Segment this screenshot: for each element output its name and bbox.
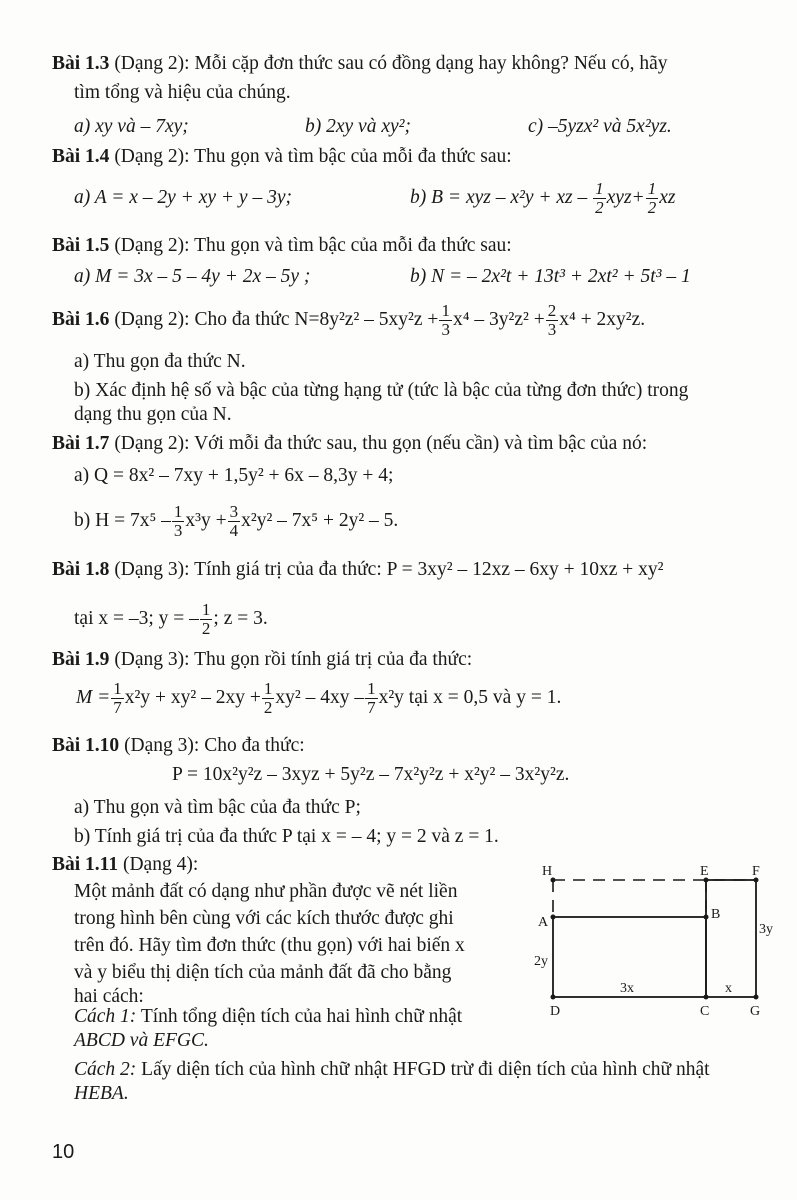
exercise-1-6-b-cont: dạng thu gọn của N. [74,404,232,425]
point-g [754,995,759,1000]
exercise-1-5-a: a) M = 3x – 5 – 4y + 2x – 5y ; [74,266,311,287]
exercise-1-8-values: tại x = –3; y = – $\frac{1}{2}$ ; z = 3. [74,600,268,639]
dimension-3x: 3x [620,981,634,996]
exercise-1-11-line2: trong hình bên cùng với các kích thước được ghi [74,908,454,929]
exercise-1-9-heading: Bài 1.9 (Dạng 3): Thu gọn rồi tính giá trị của đa thức: [52,649,473,670]
label-c: C [700,1004,710,1019]
exercise-1-11-heading: Bài 1.11 (Dạng 4): [52,854,199,875]
exercise-1-11-method1: Cách 1: Tính tổng diện tích của hai hình chữ nhật [74,1006,463,1027]
exercise-1-4-b: b) B = xyz – x²y + xz – $\frac{1}{2}$ xyz+ $\frac{1}{2}$ xz [410,179,676,218]
fraction: $\frac{1}{2}$ [201,600,211,639]
exercise-1-11-line3: trên đó. Hãy tìm đơn thức (thu gọn) với hai biến x [74,935,465,956]
exercise-1-5-heading: Bài 1.5 (Dạng 2): Thu gọn và tìm bậc của mỗi đa thức sau: [52,235,512,256]
exercise-1-3-line2: tìm tổng và hiệu của chúng. [74,82,291,103]
label-g: G [750,1004,761,1019]
rectangle-figure [520,855,780,1025]
dimension-x: x [725,981,732,996]
dimension-3y: 3y [759,922,773,937]
exercise-1-11-method2: Cách 2: Lấy diện tích của hình chữ nhật HFGD trừ đi diện tích của hình chữ nhật [74,1059,710,1080]
exercise-1-11-line5: hai cách: [74,986,144,1007]
point-b [704,915,709,920]
label-d: D [550,1004,561,1019]
exercise-1-11-line4: và y biểu thị diện tích của mảnh đất đã cho bằng [74,962,452,983]
point-a [551,915,556,920]
label-f: F [752,864,760,879]
exercise-1-3-heading: Bài 1.3 (Dạng 2): Mỗi cặp đơn thức sau có đồng dạng hay không? Nếu có, hãy [52,53,668,74]
exercise-1-10-polynomial: P = 10x²y²z – 3xyz + 5y²z – 7x²y²z + x²y² – 3x²y²z. [172,764,570,785]
exercise-1-10-b: b) Tính giá trị của đa thức P tại x = – 4; y = 2 và z = 1. [74,826,499,847]
exercise-1-10-a: a) Thu gọn và tìm bậc của đa thức P; [74,797,361,818]
exercise-1-8-heading: Bài 1.8 (Dạng 3): Tính giá trị của đa thức: P = 3xy² – 12xz – 6xy + 10xz + xy² [52,559,664,580]
fraction: $\frac{3}{4}$ [229,502,239,541]
exercise-1-3-c: c) –5yzx² và 5x²yz. [528,116,672,137]
label-e: E [700,864,709,879]
point-d [551,995,556,1000]
exercise-1-11-method1-cont: ABCD và EFGC. [74,1030,209,1051]
exercise-1-3-b: b) 2xy và xy²; [305,116,411,137]
exercise-1-7-b: b) H = 7x⁵ – $\frac{1}{3}$ x³y + $\frac{3}{4}$ x²y² – 7x⁵ + 2y² – 5. [74,502,399,541]
exercise-1-3-a: a) xy và – 7xy; [74,116,189,137]
fraction: $\frac{1}{7}$ [367,679,376,718]
exercise-1-7-a: a) Q = 8x² – 7xy + 1,5y² + 6x – 8,3y + 4; [74,465,394,486]
fraction: $\frac{1}{2}$ [595,179,604,218]
exercise-1-6-heading: Bài 1.6 (Dạng 2): Cho đa thức N=8y²z² – 5xy²z + $\frac{1}{3}$ x⁴ – 3y²z² + $\frac{2}{3}$ x⁴ + 2xy²z. [52,301,646,340]
exercise-1-4-heading: Bài 1.4 (Dạng 2): Thu gọn và tìm bậc của mỗi đa thức sau: [52,146,512,167]
dimension-2y: 2y [534,954,548,969]
fraction: $\frac{1}{2}$ [647,179,657,218]
point-c [704,995,709,1000]
rectangle-efgc [706,880,756,997]
fraction: $\frac{1}{7}$ [113,679,122,718]
label-h: H [542,864,553,879]
exercise-1-6-a: a) Thu gọn đa thức N. [74,351,246,372]
exercise-1-10-heading: Bài 1.10 (Dạng 3): Cho đa thức: [52,735,305,756]
exercise-1-6-b: b) Xác định hệ số và bậc của từng hạng tử (tức là bậc của từng đơn thức) trong [74,380,689,401]
exercise-1-7-heading: Bài 1.7 (Dạng 2): Với mỗi đa thức sau, thu gọn (nếu cần) và tìm bậc của nó: [52,433,648,454]
exercise-1-9-expression: M = $\frac{1}{7}$ x²y + xy² – 2xy + $\frac{1}{2}$ xy² – 4xy – $\frac{1}{7}$ x²y tại x = 0,5 và y = 1. [76,679,562,718]
exercise-1-11-line1: Một mảnh đất có dạng như phần được vẽ nét liền [74,881,458,902]
label-a: A [538,915,549,930]
fraction: $\frac{1}{3}$ [173,502,183,541]
exercise-1-11-method2-cont: HEBA. [74,1083,129,1104]
fraction: $\frac{1}{2}$ [263,679,273,718]
fraction: $\frac{2}{3}$ [547,301,557,340]
page-number: 10 [52,1141,75,1163]
label-b: B [711,907,721,922]
exercise-1-4-a: a) A = x – 2y + xy + y – 3y; [74,187,292,208]
exercise-1-5-b: b) N = – 2x²t + 13t³ + 2xt² + 5t³ – 1 [410,266,691,287]
fraction: $\frac{1}{3}$ [441,301,450,340]
